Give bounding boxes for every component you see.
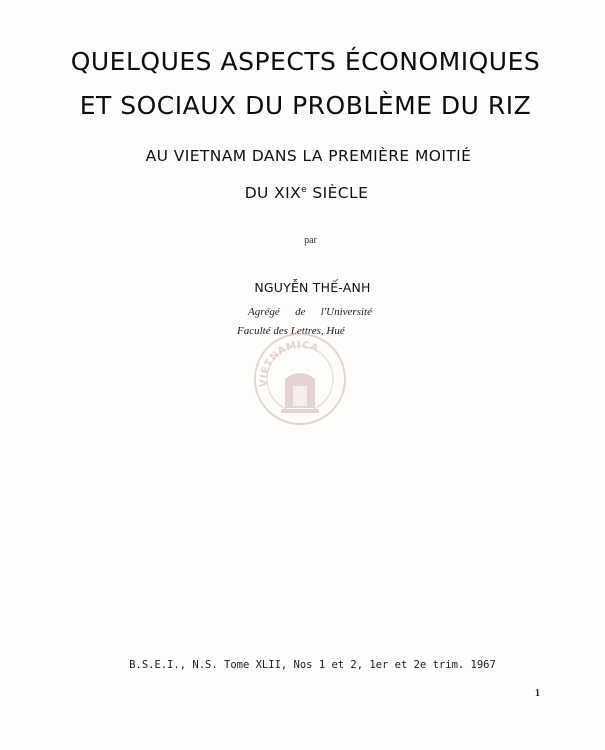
citation-reference: B.S.E.I., N.S. Tome XLII, Nos 1 et 2, 1er et 2e trim. 1967 — [129, 659, 496, 671]
stamp-door-icon — [293, 386, 307, 406]
subtitle-superscript: e — [301, 184, 308, 195]
title-line-2: ET SOCIAUX DU PROBLÈME DU RIZ — [79, 91, 532, 120]
stamp-base-icon — [281, 409, 319, 413]
author-affiliation-faculty: Faculté des Lettres, Hué — [237, 325, 345, 337]
author-affiliation-title: Agrégé de l'Université — [248, 306, 372, 318]
page-number: 1 — [535, 688, 540, 699]
by-label: par — [304, 235, 317, 246]
subtitle-line-2 — [4, 184, 605, 202]
title-line-1: QUELQUES ASPECTS ÉCONOMIQUES — [70, 47, 541, 76]
vietnamica-watermark-stamp — [252, 331, 348, 427]
stamp-lettering-path: VIETNAMICA — [258, 340, 321, 388]
subtitle-line-1: AU VIETNAM DANS LA PREMIÈRE MOITIÉ — [145, 147, 472, 165]
subtitle-siecle: SIÈCLE — [307, 184, 369, 202]
subtitle-century: DU XIX — [244, 184, 302, 202]
author-name: NGUYỄN THẾ-ANH — [254, 280, 371, 295]
